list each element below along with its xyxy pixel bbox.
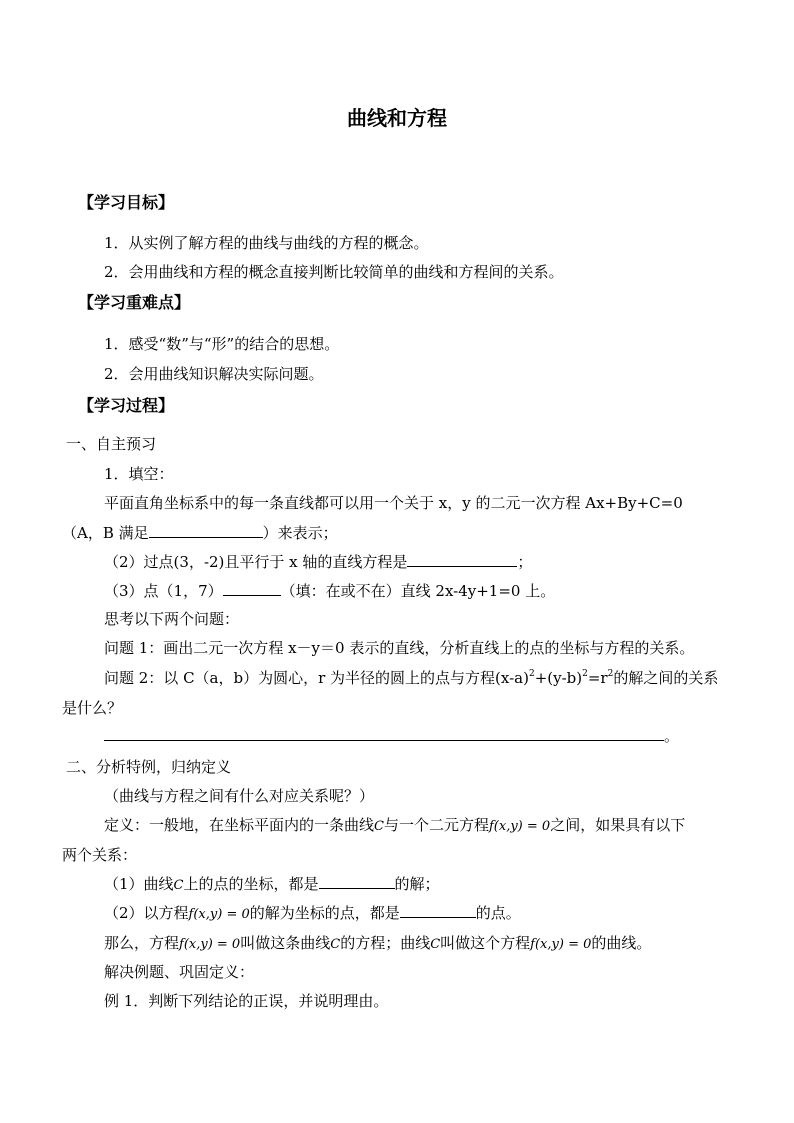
condition-1: [104, 874, 440, 896]
part1-heading: 一、自主预习: [66, 435, 157, 453]
question1-line1: 平面直角坐标系中的每一条直线都可以用一个关于 x，y 的二元一次方程 Ax+By+C=0: [104, 494, 683, 512]
symbol-equation: f(x,y) = 0: [488, 819, 551, 834]
answer-blank[interactable]: [400, 903, 476, 918]
conclusion-text-b: 叫做这条曲线: [240, 934, 331, 952]
problem-2-text-d: 的解之间的关系: [613, 669, 719, 687]
symbol-C: C: [374, 819, 384, 834]
definition-text-c: 之间，如果具有以下: [550, 816, 686, 834]
think-prompt: 思考以下两个问题：: [104, 610, 240, 628]
definition-line1: [104, 815, 685, 837]
question3-text-a: （3）点（1，7）: [104, 582, 223, 600]
answer-blank[interactable]: [223, 581, 281, 596]
definition-line2: 两个关系：: [62, 846, 138, 864]
problem-2-text-b: +(y-b): [534, 669, 583, 687]
fill-in-label: 1．填空：: [104, 465, 174, 483]
question2-text-b: ；: [517, 553, 533, 571]
guiding-question: （曲线与方程之间有什么对应关系呢？）: [104, 787, 375, 805]
question1-text-a: （A，B 满足: [62, 524, 149, 542]
question2-text-a: （2）过点(3，-2)且平行于 x 轴的直线方程是: [104, 553, 408, 571]
conclusion-text-c: 的方程；曲线: [340, 934, 431, 952]
conclusion-text-e: 的曲线。: [591, 934, 652, 952]
problem-2-line2: 是什么？: [62, 699, 123, 717]
conclusion-text-d: 叫做这个方程: [440, 934, 531, 952]
exponent: 2: [582, 669, 588, 679]
question1-line2: [62, 523, 338, 543]
period: 。: [664, 727, 680, 745]
condition-1-text-c: 的解；: [394, 875, 440, 893]
question1-text-b: ）来表示；: [262, 524, 338, 542]
condition-2-text-b: 的解为坐标的点，都是: [249, 904, 400, 922]
question2-line: [104, 552, 532, 572]
symbol-equation: f(x,y) = 0: [188, 907, 250, 922]
page-title: 曲线和方程: [347, 106, 447, 130]
symbol-C: C: [430, 937, 441, 952]
problem-2-text-a: 问题 2：以 C（a，b）为圆心，r 为半径的圆上的点与方程(x-a): [104, 669, 529, 687]
problem-1: 问题 1：画出二元一次方程 x－y＝0 表示的直线，分析直线上的点的坐标与方程的关系。: [104, 639, 695, 657]
key-point-item-2: 2．会用曲线知识解决实际问题。: [104, 365, 324, 383]
symbol-C: C: [173, 878, 184, 893]
condition-1-text-a: （1）曲线: [104, 875, 174, 893]
answer-blank[interactable]: [104, 726, 664, 741]
part2-heading: 二、分析特例，归纳定义: [66, 758, 232, 776]
objective-item-2: 2．会用曲线和方程的概念直接判断比较简单的曲线和方程间的关系。: [104, 263, 564, 281]
symbol-equation: f(x,y) = 0: [530, 937, 592, 952]
symbol-equation: f(x,y) = 0: [179, 937, 241, 952]
condition-2-text-c: 的点。: [475, 904, 521, 922]
answer-blank[interactable]: [407, 552, 517, 567]
answer-blank[interactable]: [319, 874, 395, 889]
key-point-item-1: 1．感受“数”与“形”的结合的思想。: [104, 335, 340, 353]
condition-2: [104, 903, 521, 925]
condition-2-text-a: （2）以方程: [104, 904, 189, 922]
exponent: 2: [607, 669, 614, 679]
problem-2-answer-line: [104, 726, 679, 746]
question3-text-b: （填：在或不在）直线 2x-4y+1=0 上。: [280, 582, 556, 600]
problem-2-text-c: =r: [587, 669, 608, 687]
conclusion-line: [104, 933, 651, 955]
conclusion-text-a: 那么，方程: [104, 934, 180, 952]
condition-1-text-b: 上的点的坐标，都是: [183, 875, 319, 893]
problem-2-line1: [104, 668, 718, 688]
definition-text-a: 定义：一般地，在坐标平面内的一条曲线: [104, 816, 375, 834]
heading-process: 【学习过程】: [78, 396, 175, 415]
definition-text-b: 与一个二元方程: [383, 816, 489, 834]
symbol-C: C: [330, 937, 341, 952]
heading-key-points: 【学习重难点】: [78, 293, 191, 312]
question3-line: [104, 581, 555, 601]
example-1: 例 1．判断下列结论的正误，并说明理由。: [104, 992, 389, 1010]
answer-blank[interactable]: [149, 523, 263, 538]
solve-examples-label: 解决例题、巩固定义：: [104, 963, 255, 981]
objective-item-1: 1．从实例了解方程的曲线与曲线的方程的概念。: [104, 234, 429, 252]
heading-objectives: 【学习目标】: [78, 193, 175, 212]
exponent: 2: [528, 669, 535, 679]
